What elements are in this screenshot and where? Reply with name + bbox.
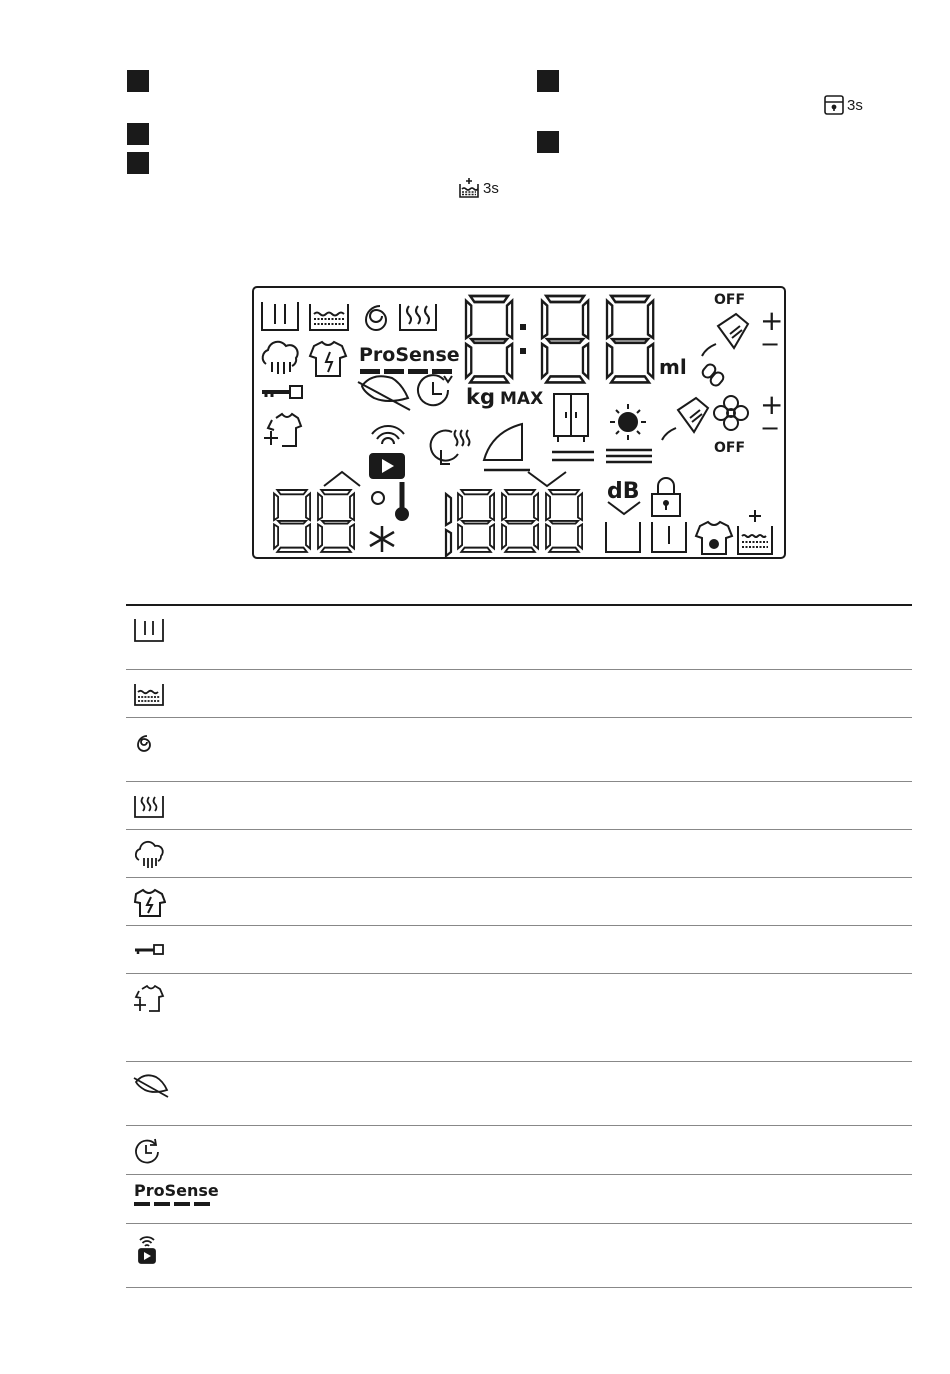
steam-cloud-icon [132, 840, 166, 870]
lcd-add-garment-icon [264, 414, 301, 446]
lcd-child-lock-icon [652, 478, 680, 516]
lcd-spin-digits [446, 490, 582, 556]
lcd-detergent-dose-icon [702, 314, 748, 356]
table-row [126, 606, 912, 670]
lcd-max-text: MAX [500, 389, 544, 409]
lcd-rinse-tub-icon [652, 522, 686, 552]
delay-start-timer-icon [132, 1136, 162, 1166]
lcd-wardrobe-icon [552, 394, 594, 460]
eco-leaf-icon [132, 1072, 170, 1100]
lcd-eco-leaf-icon [358, 376, 410, 410]
lcd-plus-bottom: + [760, 388, 784, 421]
table-row [126, 830, 912, 878]
remote-start-icon [132, 1234, 162, 1266]
table-row [126, 1126, 912, 1175]
table-row [126, 878, 912, 926]
anti-crease-shirt-icon [132, 888, 166, 918]
symbol-table [126, 604, 912, 1288]
lcd-spin-spiral-icon [366, 306, 386, 330]
lcd-steam-icon [400, 304, 436, 330]
prewash-tub-icon [132, 616, 166, 644]
lcd-sun-dry-icon [606, 404, 652, 462]
lcd-prosense-text: ProSense [359, 344, 460, 366]
lcd-iron-icon [484, 424, 530, 470]
lcd-delay-timer-icon [418, 375, 452, 405]
water-3s-text: 3s [483, 179, 499, 197]
lcd-link-icon [701, 362, 726, 387]
lcd-steam-cloud-icon [263, 342, 298, 374]
child-lock-small-icon [823, 94, 845, 116]
lcd-time-digits [466, 296, 653, 382]
lcd-minus-bottom: − [760, 414, 781, 442]
lcd-minus-top: − [760, 330, 781, 358]
lcd-door-lock-key-icon [262, 386, 302, 398]
table-row [126, 926, 912, 974]
extra-water-3s-label [457, 176, 499, 200]
table-row [126, 670, 912, 718]
callout-marker-1 [127, 70, 149, 92]
lcd-remote-start-icon [370, 454, 404, 478]
spin-spiral-icon [132, 728, 160, 756]
lcd-time-colon [520, 324, 526, 354]
lcd-degree-circle-icon [372, 492, 384, 504]
table-row [126, 782, 912, 830]
callout-marker-2 [127, 123, 149, 145]
door-lock-key-icon [132, 936, 166, 964]
table-row [126, 1062, 912, 1126]
prosense-dashes [134, 1202, 219, 1206]
table-row [126, 1175, 912, 1224]
callout-marker-4 [537, 70, 559, 92]
prosense-icon [134, 1183, 219, 1206]
lcd-cold-star-icon [370, 526, 394, 552]
lcd-anti-crease-icon [310, 342, 346, 376]
lcd-wifi-icon [372, 426, 404, 444]
lcd-kg-text: kg [466, 385, 495, 409]
lcd-thermometer-icon [396, 482, 408, 520]
lcd-steam-timer-icon [431, 430, 470, 464]
lcd-plus-top: + [760, 304, 784, 337]
lcd-off-bottom: OFF [714, 440, 746, 456]
lcd-extra-water-icon [310, 304, 348, 330]
extra-water-small-icon [457, 176, 481, 200]
lcd-softener-dose-icon [662, 398, 708, 440]
callout-marker-3 [127, 152, 149, 174]
lcd-db-text: dB [607, 479, 640, 504]
extra-water-tub-icon [132, 680, 166, 708]
lcd-ml-unit: ml [659, 355, 687, 379]
callout-marker-5 [537, 131, 559, 153]
lcd-display [252, 286, 786, 559]
lcd-prosense-bars [360, 369, 452, 374]
lcd-prewash-icon [262, 302, 298, 330]
lcd-extra-rinse-tub-icon [738, 510, 772, 554]
lcd-temp-digits [274, 490, 354, 552]
table-row [126, 1224, 912, 1288]
lcd-softener-flower-icon [714, 396, 748, 430]
lock-3s-text: 3s [847, 96, 863, 114]
add-garment-icon [132, 984, 166, 1014]
lcd-up-chevron-icon [324, 472, 360, 486]
lock-3s-label [823, 94, 863, 116]
lcd-off-top: OFF [714, 292, 746, 308]
table-row [126, 974, 912, 1062]
lcd-main-wash-tub-icon [606, 522, 640, 552]
steam-icon [132, 792, 166, 820]
table-row [126, 718, 912, 782]
lcd-down-chevron-icon [528, 472, 566, 486]
prosense-label: ProSense [134, 1181, 219, 1200]
lcd-stain-shirt-icon [696, 522, 732, 554]
